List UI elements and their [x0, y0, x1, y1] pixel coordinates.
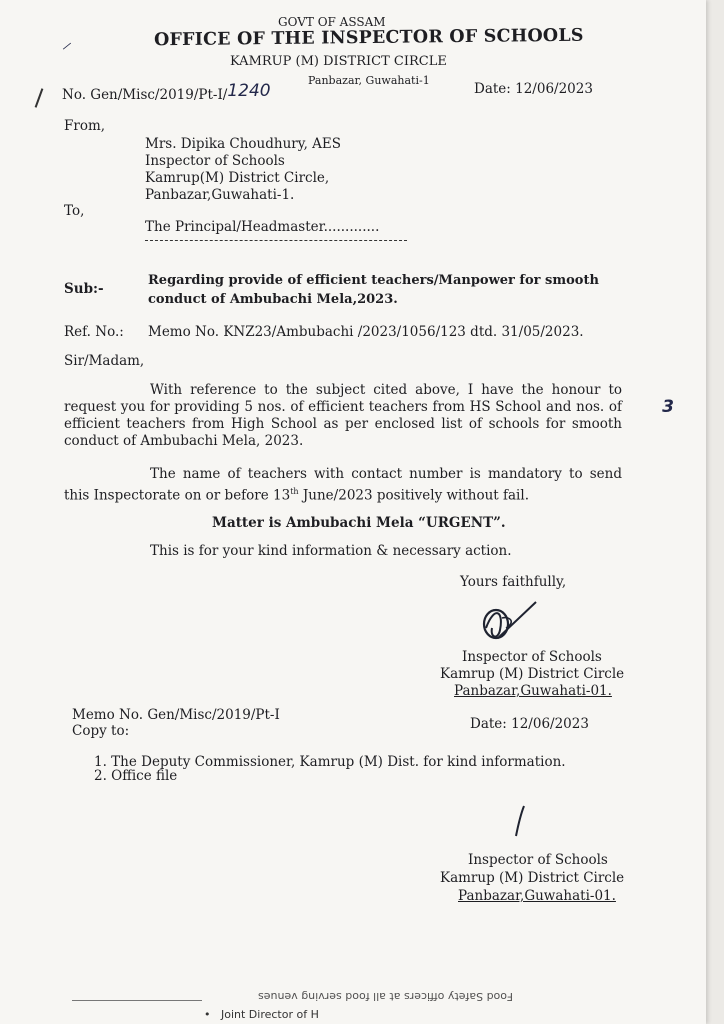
body-text: June/2023 positively without fail.: [298, 487, 529, 504]
from-line: Panbazar,Guwahati-1.: [145, 187, 295, 203]
ref-text: Memo No. KNZ23/Ambubachi /2023/1056/123 dtd. 31/05/2023.: [148, 324, 584, 340]
copy-memo: Memo No. Gen/Misc/2019/Pt-I: [72, 707, 280, 723]
salutation: Sir/Madam,: [64, 353, 145, 369]
letter-number: [62, 81, 271, 103]
letter-number-prefix: No. Gen/Misc/2019/Pt-I/: [62, 87, 228, 103]
body-text: With reference to the subject cited above, I have the honour to request you for providing 5 nos. of efficient teachers from HS School and: [64, 382, 622, 415]
circle-line: KAMRUP (M) DISTRICT CIRCLE: [230, 54, 447, 69]
faint-rule: [72, 1000, 202, 1001]
handwritten-count: 3: [662, 397, 674, 417]
signatory-line: Inspector of Schools: [462, 649, 602, 665]
from-line: Kamrup(M) District Circle,: [145, 170, 330, 186]
body-text: The name of teachers with contact number is mandatory to send this Inspectorate on or before 13: [64, 466, 622, 504]
copy-date: Date: 12/06/2023: [470, 716, 589, 732]
body-paragraph-2: [64, 466, 622, 505]
signatory-line: Panbazar,Guwahati-01.: [454, 683, 612, 699]
signatory-line: Kamrup (M) District Circle: [440, 666, 625, 682]
copy-item: 1. The Deputy Commissioner, Kamrup (M) Dist. for kind information.: [94, 754, 566, 770]
bleed-through-text: Food Safety officers at all food serving venues: [258, 990, 513, 1003]
info-line: This is for your kind information & necessary action.: [150, 543, 512, 559]
from-label: From,: [64, 118, 106, 134]
urgent-note: Matter is Ambubachi Mela “URGENT”.: [212, 515, 506, 531]
superscript: th: [290, 487, 299, 496]
signatory-line: Kamrup (M) District Circle: [440, 870, 625, 886]
signature-icon: [476, 598, 546, 646]
signature-icon: [510, 804, 530, 838]
ref-label: Ref. No.:: [64, 324, 124, 340]
copy-label: Copy to:: [72, 723, 130, 739]
body-text: nos. of efficient teachers from High School as per enclosed list of schools for smooth conduct of Ambubachi Mela, 2023.: [64, 399, 622, 449]
subject-line: Regarding provide of efficient teachers/Manpower for smooth: [148, 273, 599, 288]
subject-label: Sub:-: [64, 281, 104, 297]
signatory-line: Inspector of Schools: [468, 852, 608, 868]
to-label: To,: [64, 203, 85, 219]
signatory-line: Panbazar,Guwahati-01.: [458, 888, 616, 904]
handwritten-number: 1240: [227, 81, 271, 101]
closing: Yours faithfully,: [460, 574, 567, 590]
from-line: Inspector of Schools: [145, 153, 285, 169]
subject-line: conduct of Ambubachi Mela,2023.: [148, 292, 398, 307]
bottom-bullet-text: • Joint Director of H: [204, 1008, 319, 1021]
letter-date: Date: 12/06/2023: [474, 81, 593, 97]
office-title: OFFICE OF THE INSPECTOR OF SCHOOLS: [153, 25, 584, 51]
to-dashed-rule: [145, 240, 407, 241]
govt-line: GOVT OF ASSAM: [278, 15, 386, 29]
from-line: Mrs. Dipika Choudhury, AES: [145, 136, 342, 152]
pen-mark: ⸝: [62, 32, 71, 53]
copy-item: 2. Office file: [94, 768, 178, 784]
office-address: Panbazar, Guwahati-1: [308, 74, 430, 87]
to-line: The Principal/Headmaster.............: [145, 219, 380, 235]
margin-tick: [35, 88, 44, 107]
body-paragraph-1: [64, 382, 674, 450]
bottom-bullet-label: Joint Director of H: [220, 1008, 319, 1021]
